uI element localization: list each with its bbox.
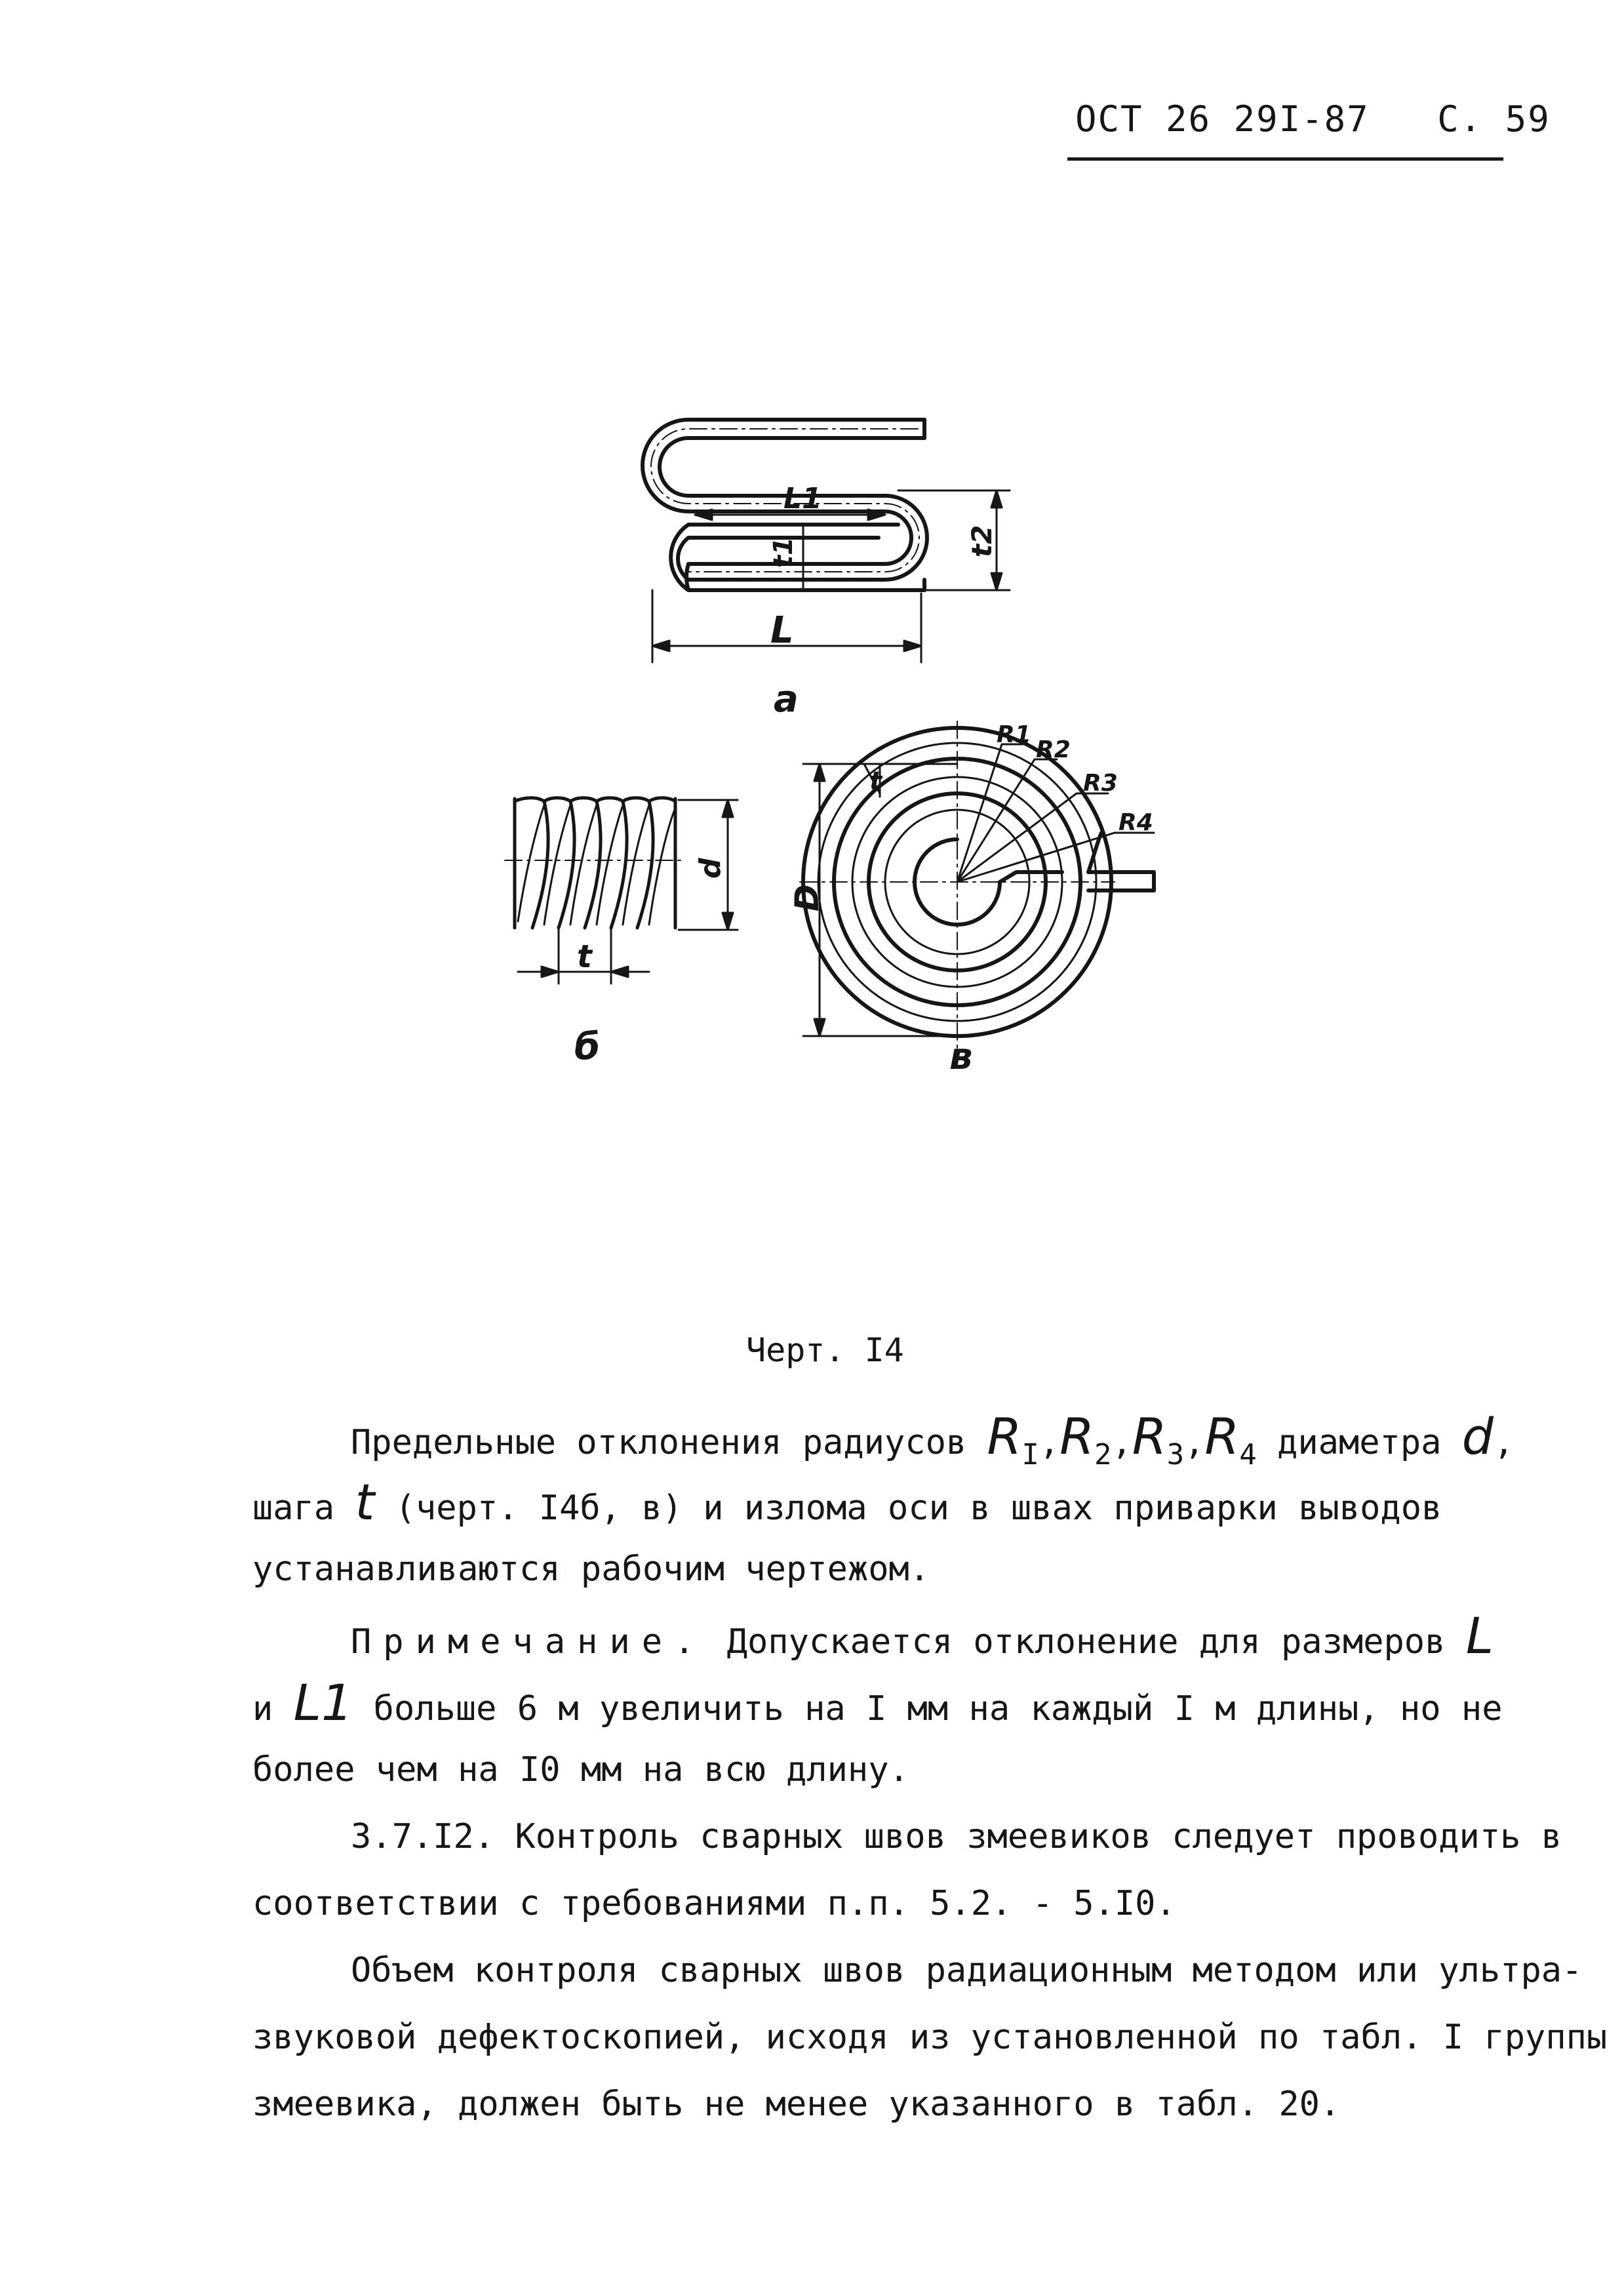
note-label: Примечание.	[351, 1622, 707, 1662]
helical-coil-drawing	[505, 798, 738, 1068]
paragraph-1-line-1: Предельные отклонения радиусов $R_I,R_2,R_3,R_4$ диаметра d,	[351, 1407, 1515, 1471]
page-number: С. 59	[1437, 98, 1551, 140]
paragraph-1-line-2: шага t (черт. I4б, в) и излома оси в швах приварки выводов	[252, 1473, 1442, 1531]
dim-label-t-helix: t	[577, 938, 592, 975]
paragraph-3-line-2: звуковой дефектоскопией, исходя из установленной по табл. I группы	[252, 2018, 1608, 2057]
paragraph-1-line-3: устанавливаются рабочим чертежом.	[252, 1549, 930, 1589]
panel-label-c: в	[949, 1035, 973, 1078]
dim-label-R3: R3	[1083, 770, 1118, 797]
dim-label-t2: t2	[966, 525, 998, 557]
figure-caption: Черт. I4	[746, 1331, 904, 1369]
dim-label-t-spiral: t	[869, 767, 882, 797]
dim-label-t1: t1	[768, 537, 799, 568]
paragraph-3-line-1: Объем контроля сварных швов радиационным методом или ультра-	[351, 1951, 1583, 1990]
spiral-dimension-labels	[788, 721, 1153, 1078]
note-line-2: и L1 больше 6 м увеличить на I мм на каждый I м длины, но не	[252, 1673, 1503, 1732]
helical-turns	[505, 798, 685, 928]
dim-label-d: d	[694, 858, 727, 879]
serpentine-coil-drawing	[643, 420, 1010, 721]
dim-label-D: D	[788, 884, 826, 911]
panel-label-b: б	[574, 1026, 601, 1068]
serpentine-dimension-lines	[652, 490, 1010, 662]
dim-label-R4: R4	[1119, 809, 1153, 836]
dim-label-L1: L1	[783, 482, 822, 515]
paragraph-2-line-2: соответствии с требованиями п.п. 5.2. - 5.I0.	[252, 1884, 1176, 1923]
helical-dimension-labels	[574, 858, 727, 1068]
note-line-1: Примечание. Допускается отклонение для размеров L	[351, 1607, 1494, 1665]
document-code: ОСТ 26 29I-87	[1075, 98, 1370, 140]
paragraph-2-line-1: 3.7.I2. Контроль сварных швов змеевиков следует проводить в	[351, 1817, 1562, 1856]
serpentine-dimension-labels	[768, 482, 998, 721]
dim-label-R1: R1	[997, 721, 1031, 748]
note-line-3: более чем на I0 мм на всю длину.	[252, 1750, 909, 1789]
spiral-coil-drawing	[788, 721, 1154, 1078]
panel-label-a: а	[774, 678, 799, 721]
paragraph-3-line-3: змеевика, должен быть не менее указанного в табл. 20.	[252, 2085, 1341, 2124]
dim-label-R2: R2	[1036, 736, 1071, 763]
dim-label-L: L	[770, 609, 794, 652]
